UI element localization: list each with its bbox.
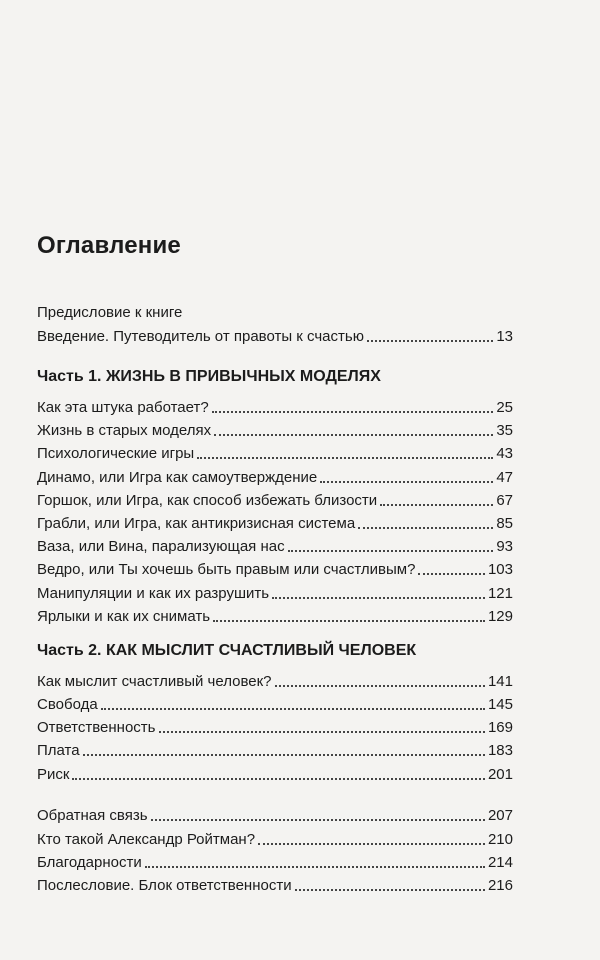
toc-entry-author [37,827,513,849]
toc-entry-label: Как мыслит счастливый человек? [37,673,272,690]
part-1-heading: Часть 1. ЖИЗНЬ В ПРИВЫЧНЫХ МОДЕЛЯХ [37,368,381,385]
toc-entry-page: 47 [496,469,513,486]
toc-entry-label: Риск [37,766,70,783]
toc-entry-page: 43 [496,445,513,462]
toc-entry [37,762,513,784]
dot-leader [418,573,485,575]
toc-title: Оглавление [37,232,181,259]
toc-entry-label: Плата [37,742,80,759]
toc-entry-page: 216 [487,877,513,894]
toc-entry-label: Горшок, или Игра, как способ избежать близости [37,492,378,509]
toc-entry-feedback [37,803,513,825]
dot-leader [295,889,485,891]
toc-entry-page: 141 [487,673,513,690]
dot-leader [258,843,485,845]
toc-entry [37,692,513,714]
toc-entry-page: 103 [487,561,513,578]
dot-leader [197,457,493,459]
dot-leader [151,819,485,821]
toc-entry [37,604,513,626]
toc-entry [37,488,513,510]
toc-entry-label: Грабли, или Игра, как антикризисная система [37,515,356,532]
toc-entry-label: Послесловие. Блок ответственности [37,877,292,894]
toc-entry [37,738,513,760]
dot-leader [145,866,485,868]
toc-entry-page: 201 [487,766,513,783]
toc-entry-label: Ярлыки и как их снимать [37,608,211,625]
toc-entry-label: Благодарности [37,854,142,871]
toc-entry [37,511,513,533]
toc-entry-page: 13 [496,328,513,345]
toc-entry-acknowledgements [37,850,513,872]
toc-entry-page: 207 [487,807,513,824]
toc-entry-label: Жизнь в старых моделях [37,422,212,439]
toc-entry-page: 145 [487,696,513,713]
toc-entry-label: Психологические игры [37,445,195,462]
toc-entry-page: 183 [487,742,513,759]
toc-entry-label: Ответственность [37,719,156,736]
toc-entry-page: 25 [496,399,513,416]
toc-entry-page: 67 [496,492,513,509]
toc-entry [37,441,513,463]
toc-entry-page: 210 [487,831,513,848]
toc-entry-page: 169 [487,719,513,736]
toc-entry [37,557,513,579]
toc-entry-label: Предисловие к книге [37,304,183,321]
toc-entry-introduction [37,324,513,346]
toc-entry-label: Кто такой Александр Ройтман? [37,831,256,848]
toc-entry [37,395,513,417]
toc-entry-page: 214 [487,854,513,871]
dot-leader [214,434,493,436]
toc-entry-label: Ваза, или Вина, парализующая нас [37,538,285,555]
toc-entry [37,534,513,556]
toc-entry-label: Как эта штука работает? [37,399,209,416]
dot-leader [320,481,493,483]
toc-entry-page: 35 [496,422,513,439]
toc-entry-afterword [37,873,513,895]
dot-leader [275,685,485,687]
dot-leader [212,411,494,413]
toc-entry [37,581,513,603]
toc-entry-label: Манипуляции и как их разрушить [37,585,270,602]
dot-leader [72,778,485,780]
toc-entry-page: 93 [496,538,513,555]
toc-entry-page: 129 [487,608,513,625]
toc-entry-label: Введение. Путеводитель от правоты к счастью [37,328,364,345]
part-2-heading: Часть 2. КАК МЫСЛИТ СЧАСТЛИВЫЙ ЧЕЛОВЕК [37,642,417,659]
toc-entry [37,465,513,487]
toc-entry-label: Ведро, или Ты хочешь быть правым или счастливым? [37,561,416,578]
toc-entry-label: Динамо, или Игра как самоутверждение [37,469,318,486]
toc-entry-page: 85 [496,515,513,532]
dot-leader [367,340,493,342]
toc-entry [37,715,513,737]
toc-entry [37,669,513,691]
dot-leader [159,731,485,733]
toc-entry-preface [37,300,513,322]
toc-entry-label: Обратная связь [37,807,148,824]
dot-leader [213,620,485,622]
dot-leader [101,708,485,710]
dot-leader [380,504,493,506]
dot-leader [288,550,494,552]
toc-entry-page: 121 [487,585,513,602]
toc-entry-label: Свобода [37,696,98,713]
toc-entry [37,418,513,440]
dot-leader [83,754,485,756]
dot-leader [358,527,493,529]
dot-leader [272,597,485,599]
